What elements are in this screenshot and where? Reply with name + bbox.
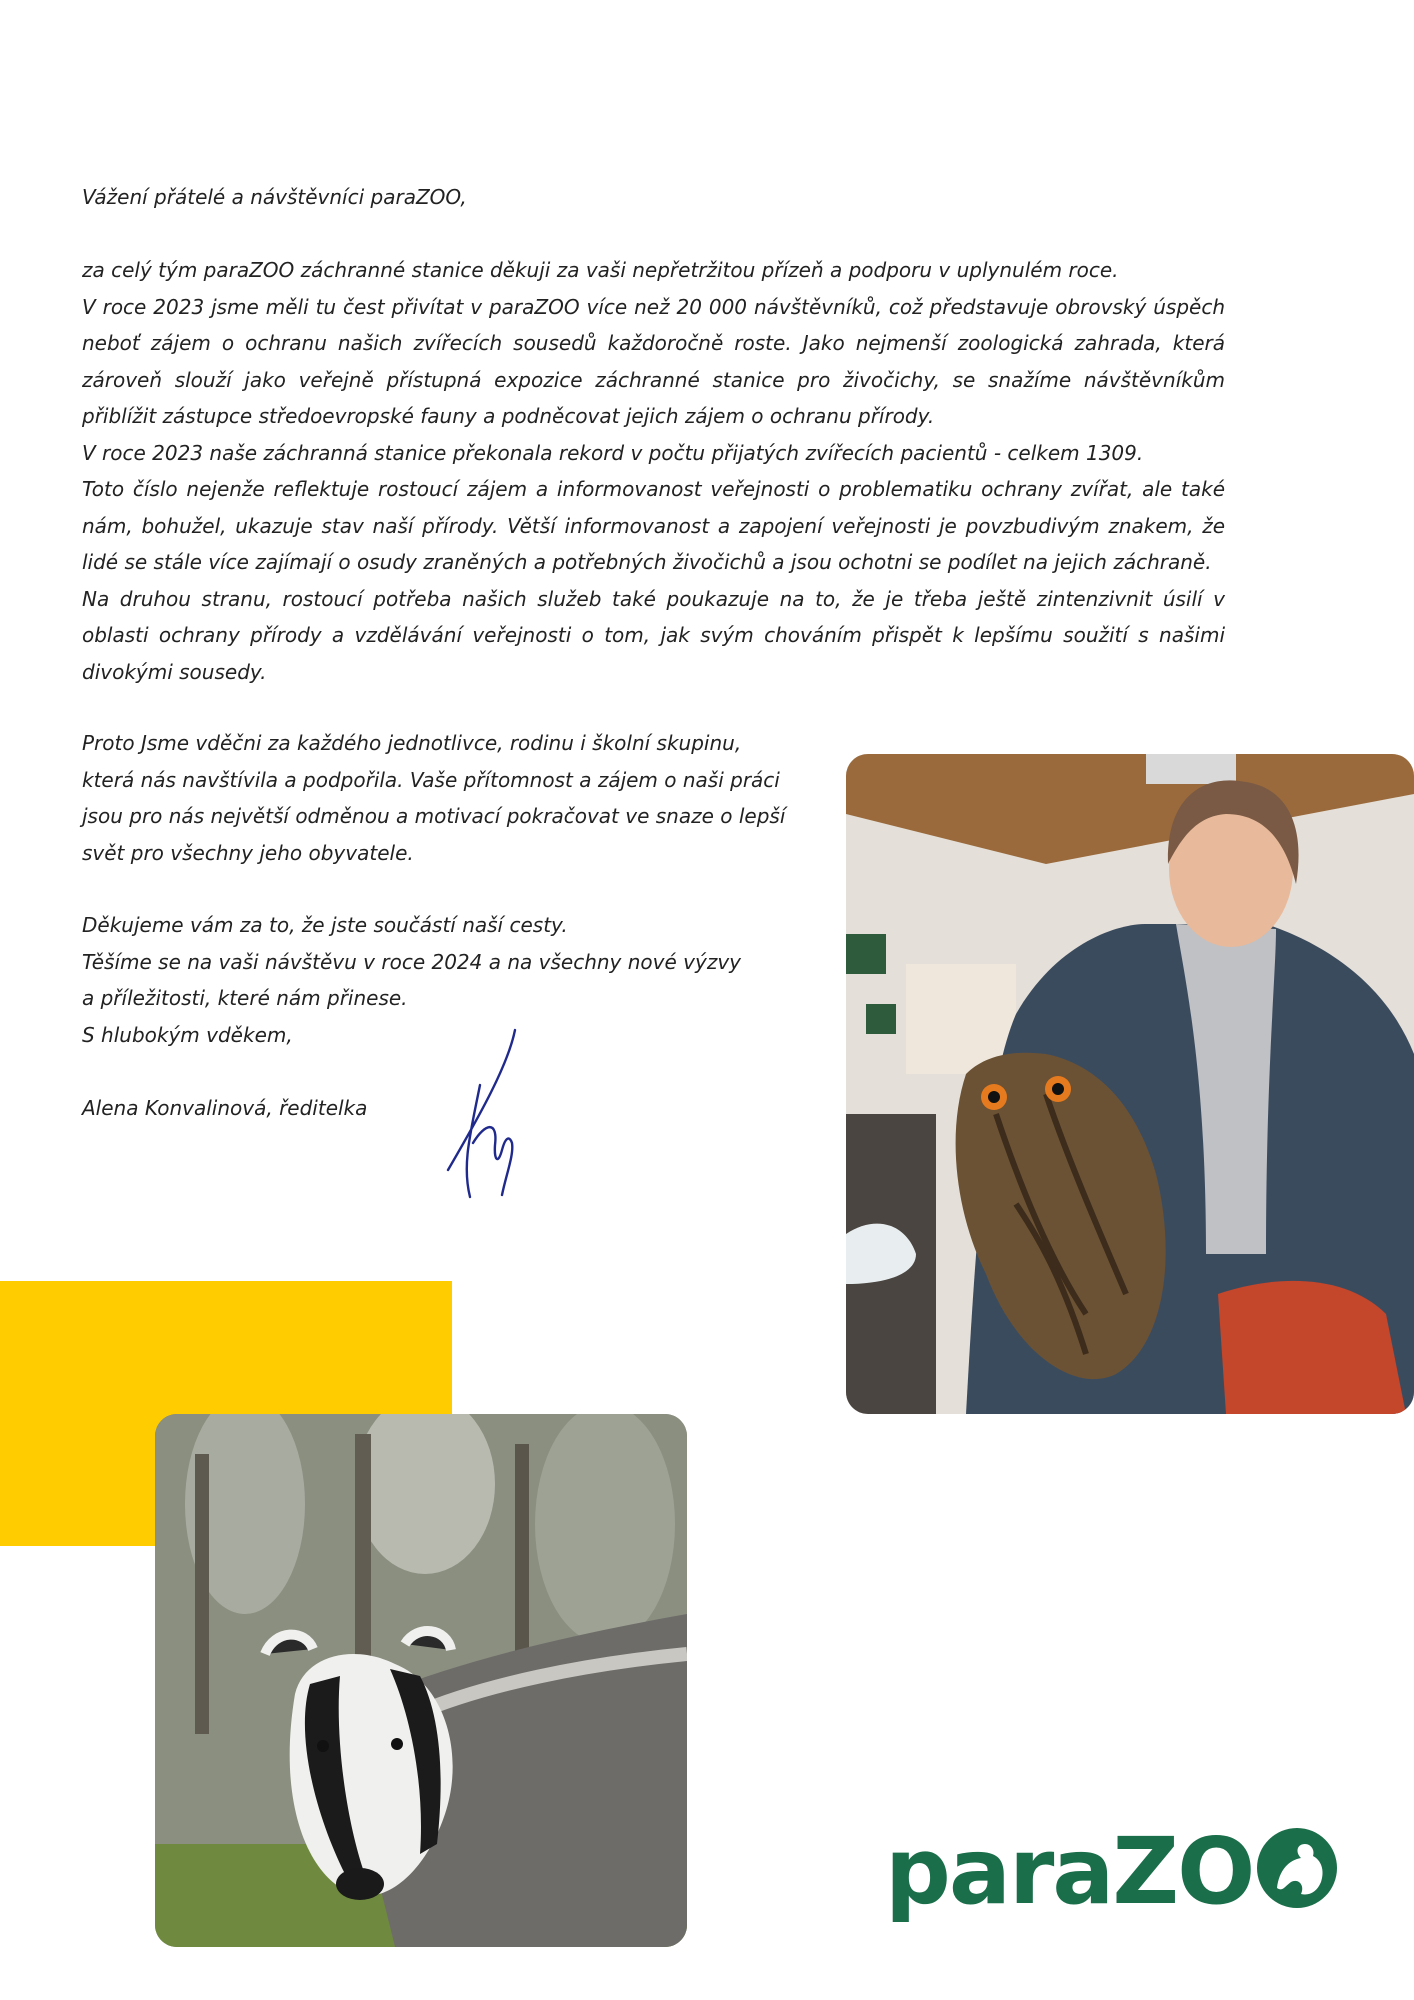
signer-name: Alena Konvalinová, ředitelka xyxy=(82,1096,368,1120)
closing-line: a příležitosti, které nám přinese. xyxy=(82,986,408,1010)
photo-badger xyxy=(155,1414,687,1947)
parazoo-logo xyxy=(885,1812,1345,1942)
logo-text: paraZO xyxy=(885,1818,1254,1925)
handwritten-signature xyxy=(440,1025,540,1205)
thanks-line: svět pro všechny jeho obyvatele. xyxy=(82,840,414,865)
letter-body xyxy=(82,252,1225,690)
paragraph-need: Na druhou stranu, rostoucí potřeba našich služeb také poukazuje na to, že je třeba ještě zintenzivnit úsilí v oblasti ochrany přírody a vzdělávání veřejnosti o tom, jak svým chováním přispět k lepšímu soužití s našimi divokými sousedy. xyxy=(82,586,1225,684)
paragraph-thanks: za celý tým paraZOO záchranné stanice děkuji za vaši nepřetržitou přízeň a podporu v uplynulém roce. xyxy=(82,258,1119,282)
paragraph-record: V roce 2023 naše záchranná stanice překonala rekord v počtu přijatých zvířecích pacientů - celkem 1309. xyxy=(82,440,1144,465)
paragraph-reflection: Toto číslo nejenže reflektuje rostoucí zájem a informovanost veřejnosti o problematiku ochrany zvířat, ale také nám, bohužel, ukazuje stav naší přírody. Větší informovanost a zapojení veřejnosti je povzbudivým znakem, že lidé se stále více zajímají o osudy zraněných a potřebných živočichů a jsou ochotni se podílet na jejich záchraně. xyxy=(82,477,1225,574)
greeting: Vážení přátelé a návštěvníci paraZOO, xyxy=(82,185,467,209)
thanks-paragraph xyxy=(82,725,802,871)
paragraph-visitors: V roce 2023 jsme měli tu čest přivítat v paraZOO více než 20 000 návštěvníků, což představuje obrovský úspěch neboť zájem o ochranu našich zvířecích sousedů každoročně roste. Jako nejmenší zoologická zahrada, která zároveň slouží jako veřejně přístupná expozice záchranné stanice pro živočichy, se snažíme návštěvníkům přiblížit zástupce středoevropské fauny a podněcovat jejich zájem o ochranu přírody. xyxy=(82,294,1225,428)
logo-animal-o-icon xyxy=(1255,1826,1339,1910)
photo-woman-with-owl xyxy=(846,754,1414,1414)
closing-line: Děkujeme vám za to, že jste součástí naší cesty. xyxy=(82,913,568,937)
thanks-line: jsou pro nás největší odměnou a motivací pokračovat ve snaze o lepší xyxy=(82,804,786,828)
closing-line: Těšíme se na vaši návštěvu v roce 2024 a na všechny nové výzvy xyxy=(82,949,741,974)
closing-line: S hlubokým vděkem, xyxy=(82,1022,293,1047)
thanks-line: která nás navštívila a podpořila. Vaše přítomnost a zájem o naši práci xyxy=(82,767,780,792)
thanks-line: Proto Jsme vděčni za každého jednotlivce, rodinu i školní skupinu, xyxy=(82,731,742,755)
